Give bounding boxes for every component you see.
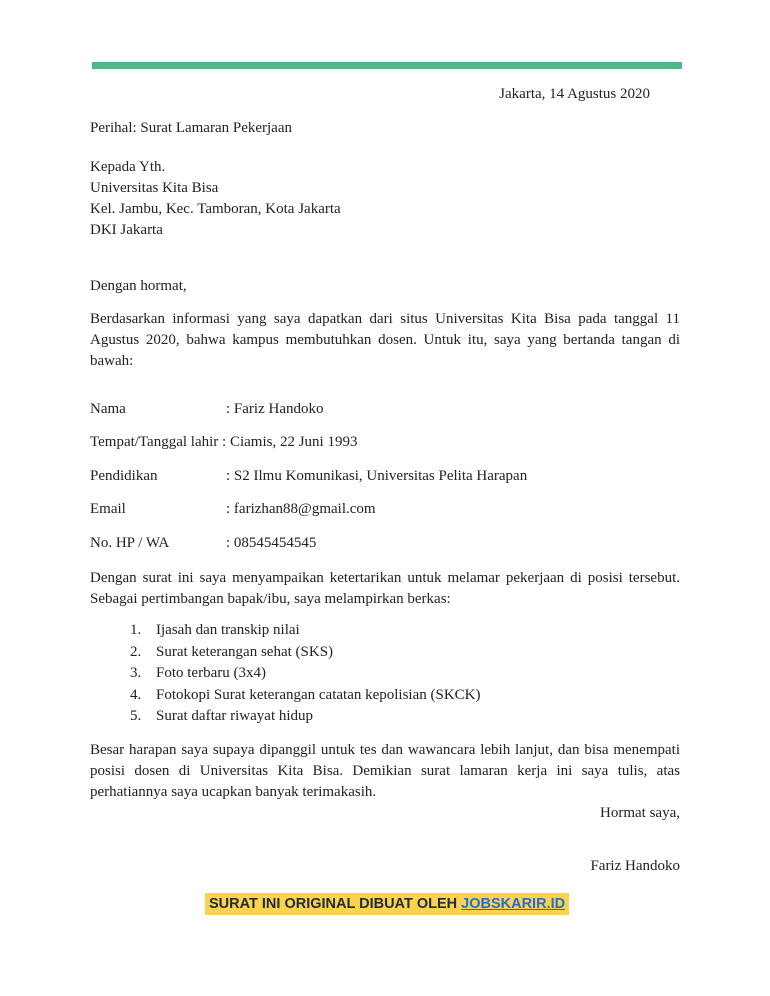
info-label: Tempat/Tanggal lahir: [90, 434, 219, 450]
list-text: Surat daftar riwayat hidup: [156, 708, 314, 724]
recipient-line: Kel. Jambu, Kec. Tamboran, Kota Jakarta: [90, 201, 341, 217]
list-text: Foto terbaru (3x4): [156, 665, 266, 681]
footer-banner: [205, 893, 569, 915]
recipient-line: Universitas Kita Bisa: [90, 180, 219, 196]
recipient-line: Kepada Yth.: [90, 159, 166, 175]
list-number: 5.: [130, 708, 142, 724]
info-value: : Ciamis, 22 Juni 1993: [222, 434, 358, 450]
list-item: [130, 706, 481, 728]
info-value: : 08545454545: [226, 535, 317, 551]
info-row-birth: [90, 434, 357, 455]
list-item: [130, 663, 481, 685]
info-label: No. HP / WA: [90, 535, 170, 551]
attachment-list: [130, 620, 481, 728]
list-text: Surat keterangan sehat (SKS): [156, 643, 334, 660]
recipient-address: [90, 157, 680, 241]
list-number: 1.: [130, 622, 142, 638]
info-value: : farizhan88@gmail.com: [226, 501, 376, 517]
closing-paragraph: Besar harapan saya supaya dipanggil untuk tes dan wawancara lebih lanjut, dan bisa menempati posisi dosen di Universitas Kita Bisa. Demikian surat lamaran kerja ini saya tulis, atas perhatiannya saya ucapkan banyak terimakasih.: [90, 742, 680, 800]
list-text: Ijasah dan transkip nilai: [156, 622, 300, 638]
letter-subject: Perihal: Surat Lamaran Pekerjaan: [90, 120, 293, 136]
info-label: Nama: [90, 401, 126, 417]
info-label: Pendidikan: [90, 468, 158, 484]
top-accent-bar: [92, 62, 682, 69]
list-number: 4.: [130, 686, 142, 703]
list-item: [130, 642, 481, 664]
recipient-line: DKI Jakarta: [90, 222, 163, 238]
intro-paragraph: Berdasarkan informasi yang saya dapatkan dari situs Universitas Kita Bisa pada tanggal 11 Agustus 2020, bahwa kampus membutuhkan dosen. Untuk itu, saya yang bertanda tangan di bawah:: [90, 311, 680, 369]
regards: Hormat saya,: [600, 805, 680, 821]
list-item: [130, 620, 481, 642]
list-number: 2.: [130, 643, 142, 660]
signature-name: Fariz Handoko: [590, 858, 680, 874]
list-text: Fotokopi Surat keterangan catatan kepolisian (SKCK): [156, 686, 481, 703]
info-value: : S2 Ilmu Komunikasi, Universitas Pelita Harapan: [226, 468, 528, 484]
footer-text: SURAT INI ORIGINAL DIBUAT OLEH: [209, 896, 462, 912]
info-value: : Fariz Handoko: [226, 401, 324, 417]
footer-link[interactable]: JOBSKARIR.ID: [461, 896, 566, 912]
statement-paragraph: Dengan surat ini saya menyampaikan ketertarikan untuk melamar pekerjaan di posisi tersebut. Sebagai pertimbangan bapak/ibu, saya melampirkan berkas:: [90, 570, 680, 607]
list-number: 3.: [130, 665, 142, 681]
info-label: Email: [90, 501, 126, 517]
letter-date: Jakarta, 14 Agustus 2020: [499, 86, 650, 102]
greeting: Dengan hormat,: [90, 278, 187, 294]
list-item: [130, 685, 481, 707]
